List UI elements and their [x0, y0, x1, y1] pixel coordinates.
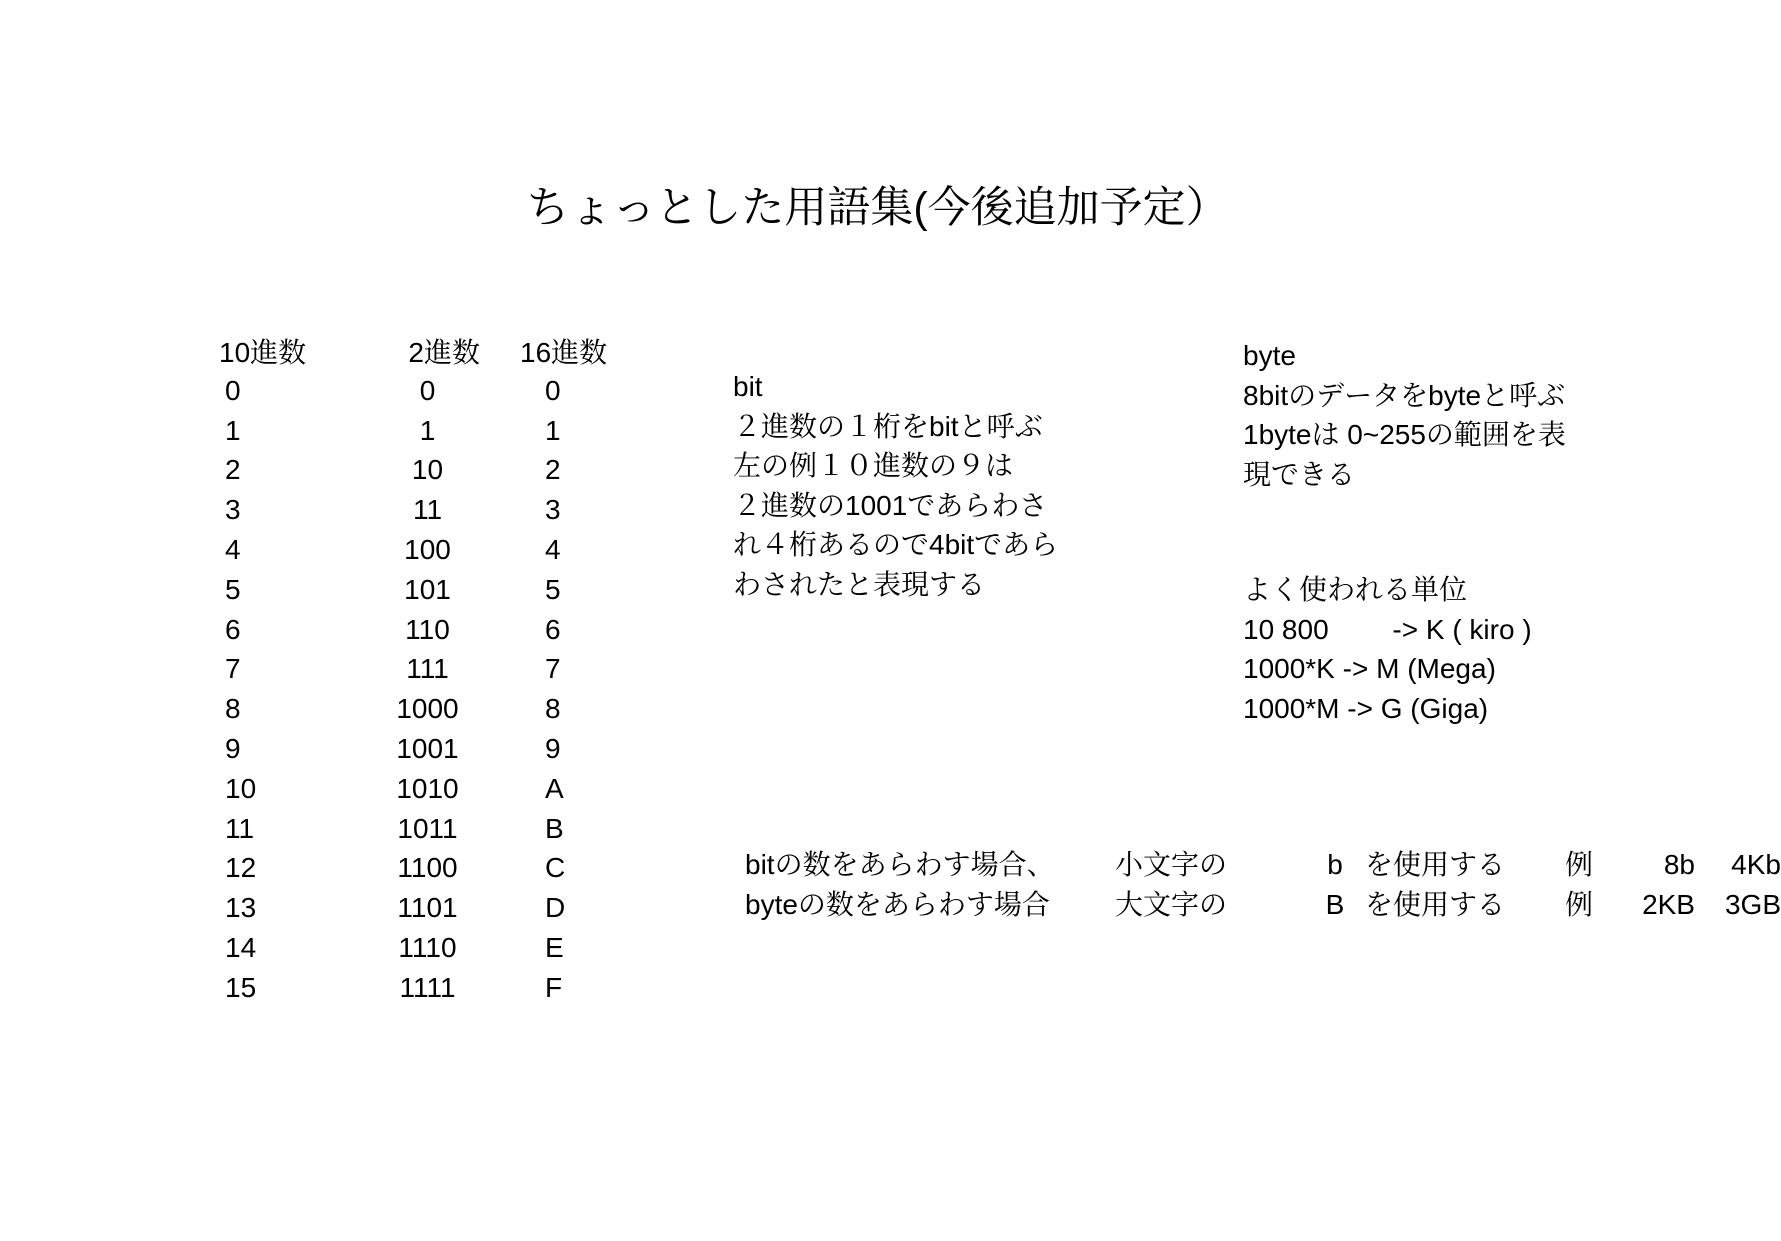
binary-cell: 101 — [404, 573, 451, 605]
decimal-cell: 3 — [225, 494, 241, 526]
usage-example: 8b — [1663, 849, 1695, 880]
hex-cell: E — [545, 932, 564, 964]
hex-cell: 8 — [545, 693, 561, 725]
binary-cell: 110 — [405, 613, 450, 645]
decimal-cell: 14 — [225, 932, 257, 964]
decimal-cell: 7 — [225, 653, 241, 685]
bit-heading: bit — [733, 371, 763, 402]
table-row — [215, 570, 665, 610]
decimal-cell: 15 — [225, 971, 257, 1003]
table-row — [215, 650, 665, 690]
hex-cell: C — [545, 852, 566, 884]
decimal-cell: 6 — [225, 613, 241, 645]
number-base-table — [215, 331, 665, 1008]
decimal-cell: 5 — [225, 573, 241, 605]
bit-text-line: わされたと表現する — [733, 568, 986, 600]
table-row — [215, 968, 665, 1008]
binary-cell: 1110 — [398, 932, 457, 964]
bit-text-line: れ４桁あるので4bitであら — [733, 529, 1059, 560]
decimal-cell: 11 — [225, 812, 255, 844]
binary-cell: 1 — [419, 414, 436, 446]
header-decimal: 10進数 — [219, 337, 307, 368]
bit-text-line: ２進数の１桁をbitと呼ぶ — [733, 410, 1043, 442]
usage-row-byte — [745, 885, 1781, 925]
binary-cell: 1001 — [396, 733, 459, 765]
table-row — [215, 769, 665, 809]
page-title: ちょっとした用語集(今後追加予定） — [526, 184, 1229, 232]
hex-cell: 1 — [545, 414, 561, 446]
usage-example-label: 例 — [1565, 849, 1594, 880]
common-units — [1243, 570, 1532, 728]
binary-cell: 0 — [419, 374, 436, 406]
decimal-cell: 9 — [225, 733, 241, 765]
table-row — [215, 689, 665, 729]
hex-cell: A — [545, 772, 564, 804]
table-row — [215, 610, 665, 650]
hex-cell: D — [545, 892, 566, 924]
header-binary: 2進数 — [408, 337, 480, 368]
hex-cell: F — [545, 971, 563, 1003]
decimal-cell: 2 — [225, 454, 241, 486]
usage-example: 4Kb — [1731, 849, 1781, 880]
decimal-cell: 8 — [225, 693, 241, 725]
decimal-cell: 12 — [225, 852, 257, 884]
usage-subject: bitの数をあらわす場合、 — [745, 849, 1055, 880]
header-hexadecimal: 16進数 — [520, 337, 608, 368]
unit-symbol-usage — [745, 845, 1781, 924]
usage-verb: を使用する — [1365, 849, 1506, 880]
usage-case: 大文字の — [1115, 888, 1228, 920]
byte-heading: byte — [1243, 340, 1296, 371]
binary-cell: 11 — [412, 494, 443, 526]
usage-symbol: B — [1325, 888, 1345, 920]
table-row — [215, 490, 665, 530]
table-row — [215, 530, 665, 570]
byte-text-line: 8bitのデータをbyteと呼ぶ — [1243, 379, 1566, 411]
table-row — [215, 928, 665, 968]
binary-cell: 1010 — [396, 772, 459, 804]
usage-verb: を使用する — [1365, 888, 1506, 920]
usage-subject: byteの数をあらわす場合 — [745, 888, 1050, 920]
usage-example-label: 例 — [1565, 888, 1594, 920]
table-header-row — [215, 331, 665, 371]
usage-example: 3GB — [1724, 888, 1781, 920]
decimal-cell: 13 — [225, 892, 257, 924]
bit-text-line: ２進数の1001であらわさ — [733, 489, 1048, 521]
hex-cell: 6 — [545, 613, 561, 645]
hex-cell: 4 — [545, 534, 561, 566]
binary-cell: 100 — [404, 534, 451, 566]
decimal-cell: 10 — [225, 772, 257, 804]
hex-cell: B — [545, 812, 564, 844]
byte-text-line: 1byteは 0~255の範囲を表 — [1243, 419, 1566, 450]
hex-cell: 0 — [545, 374, 561, 406]
unit-line: 1000*K -> M (Mega) — [1243, 653, 1496, 684]
binary-cell: 1011 — [397, 812, 458, 844]
units-heading: よく使われる単位 — [1243, 574, 1468, 605]
binary-cell: 1000 — [396, 693, 459, 725]
byte-definition — [1243, 336, 1566, 494]
usage-example: 2KB — [1642, 888, 1695, 920]
binary-cell: 1111 — [399, 971, 456, 1003]
byte-text-line: 現できる — [1243, 458, 1356, 490]
hex-cell: 9 — [545, 733, 561, 765]
table-row — [215, 411, 665, 451]
table-row — [215, 729, 665, 769]
binary-cell: 10 — [411, 454, 444, 486]
decimal-cell: 4 — [225, 534, 241, 566]
usage-row-bit — [745, 845, 1781, 885]
table-row — [215, 849, 665, 889]
table-row — [215, 451, 665, 491]
hex-cell: 7 — [545, 653, 561, 685]
hex-cell: 5 — [545, 573, 561, 605]
usage-case: 小文字の — [1115, 849, 1228, 880]
binary-cell: 1101 — [397, 892, 458, 924]
decimal-cell: 0 — [225, 374, 241, 406]
usage-symbol: b — [1327, 849, 1343, 880]
unit-line: 1000*M -> G (Giga) — [1243, 692, 1489, 724]
binary-cell: 1100 — [397, 852, 458, 884]
bit-definition — [733, 367, 1058, 604]
hex-cell: 2 — [545, 454, 561, 486]
table-row — [215, 888, 665, 928]
binary-cell: 111 — [406, 653, 449, 685]
table-row — [215, 371, 665, 411]
bit-text-line: 左の例１０進数の９は — [733, 450, 1014, 481]
decimal-cell: 1 — [225, 414, 241, 446]
hex-cell: 3 — [545, 494, 561, 526]
unit-line: 10 800 -> K ( kiro ) — [1243, 613, 1532, 645]
number-table-body — [215, 371, 665, 1008]
table-row — [215, 809, 665, 849]
